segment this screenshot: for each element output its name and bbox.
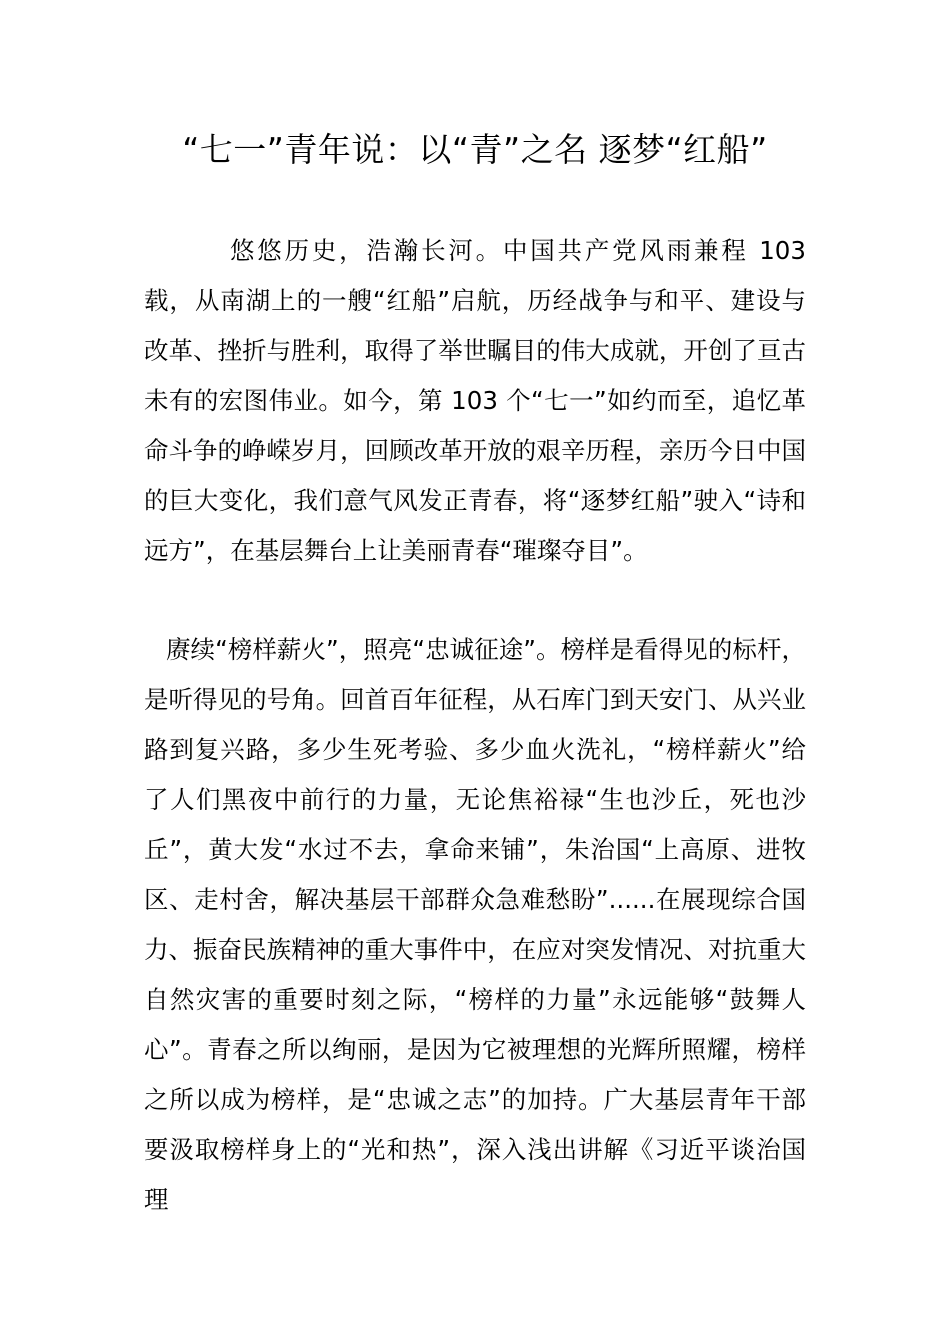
paragraph-2: 赓续“榜样薪火”，照亮“忠诚征途”。榜样是看得见的标杆，是听得见的号角。回首百年征程，从石库门到天安门、从兴业路到复兴路，多少生死考验、多少血火洗礼，“榜样薪火”给了人们黑夜中前行的力量，无论焦裕禄“生也沙丘，死也沙丘”，黄大发“水过不去，拿命来铺”，朱治国“上高原、进牧区、走村舍，解决基层干部群众急难愁盼”......在展现综合国力、振奋民族精神的重大事件中，在应对突发情况、对抗重大自然灾害的重要时刻之际，“榜样的力量”永远能够“鼓舞人心”。青春之所以绚丽，是因为它被理想的光辉所照耀，榜样之所以成为榜样，是“忠诚之志”的加持。广大基层青年干部要汲取榜样身上的“光和热”，深入浅出讲解《习近平谈治国理 xyxy=(144,635,806,1214)
paragraph-1: 悠悠历史，浩瀚长河。中国共产党风雨兼程 103 载，从南湖上的一艘“红船”启航，历经战争与和平、建设与改革、挫折与胜利，取得了举世瞩目的伟大成就，开创了亘古未有的宏图伟业。如今，第 103 个“七一”如约而至，追忆革命斗争的峥嵘岁月，回顾改革开放的艰辛历程，亲历今日中国的巨大变化，我们意气风发正青春，将“逐梦红船”驶入“诗和远方”，在基层舞台上让美丽青春“璀璨夺目”。 xyxy=(144,236,806,565)
document-title: “七一”青年说：以“青”之名 逐梦“红船” xyxy=(182,130,768,169)
